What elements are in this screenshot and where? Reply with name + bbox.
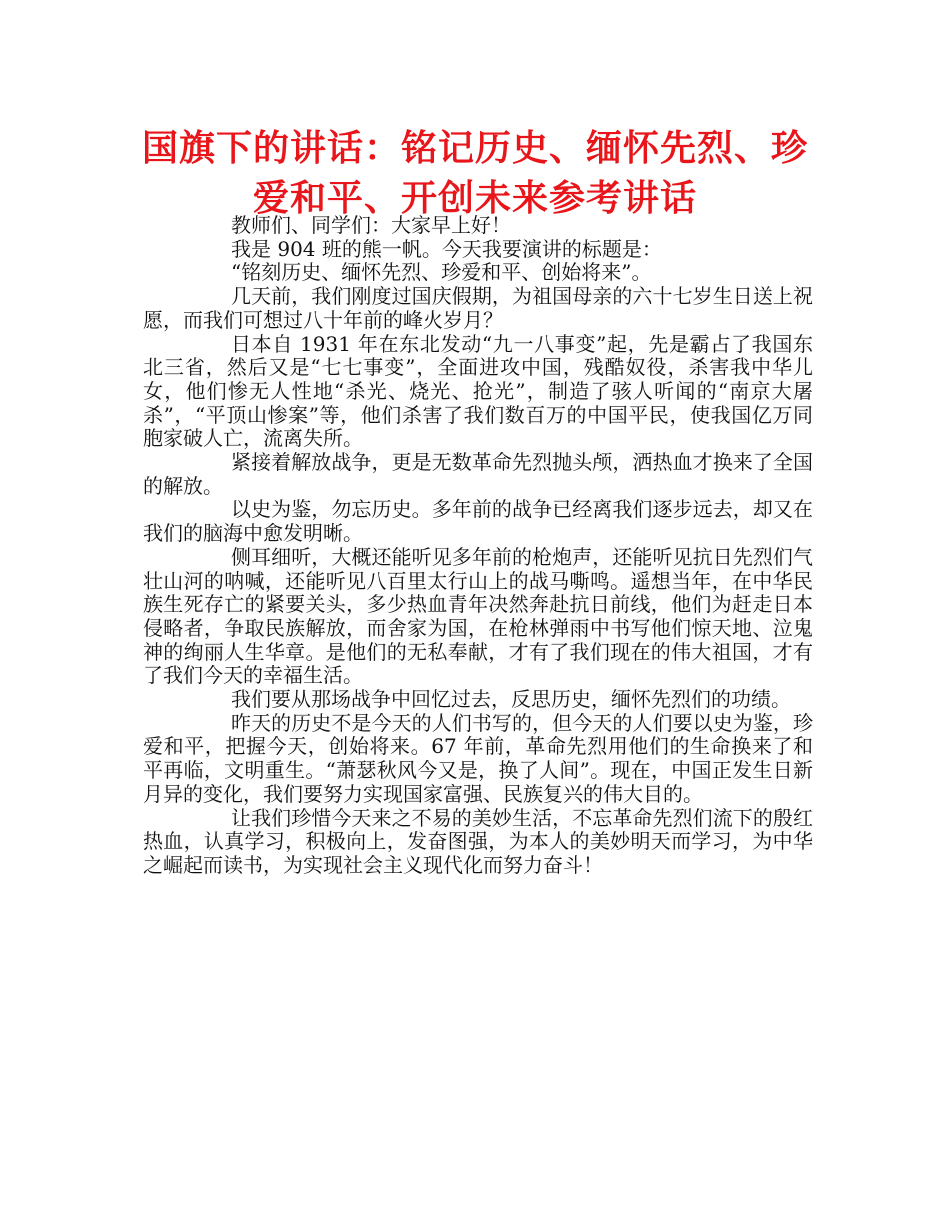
title-line-1: 国旗下的讲话：铭记历史、缅怀先烈、珍 (141, 128, 808, 169)
closing-paragraph: 让我们珍惜今天来之不易的美妙生活，不忘革命先烈们流下的殷红热血，认真学习，积极向上，发奋图强，为本人的美妙明天而学习，为中华之崛起而读书，为实现社会主义现代化而努力奋斗！ (143, 805, 813, 877)
greeting-paragraph: 教师们、同学们：大家早上好！ (231, 213, 511, 237)
topic-paragraph: “铭刻历史、缅怀先烈、珍爱和平、创始将来”。 (231, 260, 652, 285)
intro-paragraph: 我是 904 班的熊一帆。今天我要演讲的标题是： (231, 236, 662, 261)
body-paragraph: 以史为鉴，勿忘历史。多年前的战争已经离我们逐步远去，却又在我们的脑海中愈发明晰。 (143, 497, 813, 546)
body-paragraph: 昨天的历史不是今天的人们书写的，但今天的人们要以史为鉴，珍爱和平，把握今天，创始将来。67 年前，革命先烈用他们的生命换来了和平再临，文明重生。“萧瑟秋风今又是，换了人间”。现在，中国正发生日新月异的变化，我们要努力实现国家富强、民族复兴的伟大目的。 (143, 710, 813, 806)
document-title (120, 124, 830, 224)
body-paragraph: 日本自 1931 年在东北发动“九一八事变”起，先是霸占了我国东北三省，然后又是“七七事变”，全面进攻中国，残酷奴役，杀害我中华儿女，他们惨无人性地“杀光、烧光、抢光”，制造了骇人听闻的“南京大屠杀”，“平顶山惨案”等，他们杀害了我们数百万的中国平民，使我国亿万同胞家破人亡，流离失所。 (143, 331, 813, 451)
body-paragraph: 几天前，我们刚度过国庆假期，为祖国母亲的六十七岁生日送上祝愿，而我们可想过八十年前的峰火岁月？ (143, 284, 813, 332)
body-paragraph: 我们要从那场战争中回忆过去，反思历史，缅怀先烈们的功绩。 (231, 687, 791, 712)
body-paragraph: 紧接着解放战争，更是无数革命先烈抛头颅，洒热血才换来了全国的解放。 (143, 450, 813, 498)
title-line-2: 爱和平、开创未来参考讲话 (252, 178, 697, 219)
speech-body (143, 214, 813, 878)
body-paragraph: 侧耳细听，大概还能听见多年前的枪炮声，还能听见抗日先烈们气壮山河的呐喊，还能听见八百里太行山上的战马嘶鸣。遥想当年，在中华民族生死存亡的紧要关头，多少热血青年决然奔赴抗日前线，他们为赶走日本侵略者，争取民族解放，而舍家为国，在枪林弹雨中书写他们惊天地、泣鬼神的绚丽人生华章。是他们的无私奉献，才有了我们现在的伟大祖国，才有了我们今天的幸福生活。 (143, 544, 813, 688)
